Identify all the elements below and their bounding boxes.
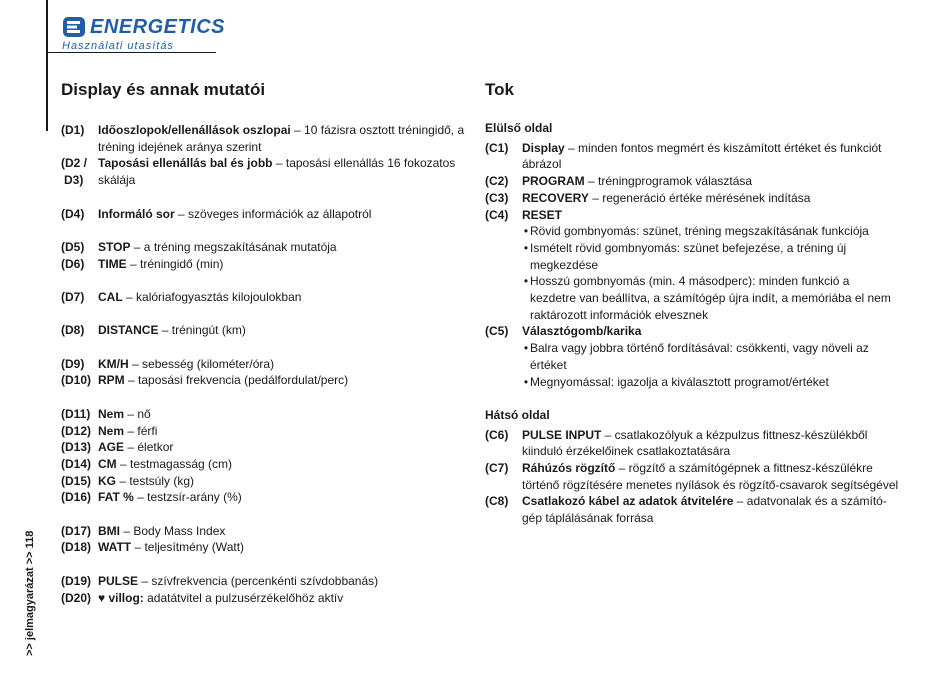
item-name: CM: [98, 456, 117, 471]
item-desc-cont: skálája: [98, 173, 136, 188]
case-item-c6: [485, 427, 905, 460]
item-code: (D12): [61, 423, 92, 438]
item-code: (D9): [61, 356, 85, 371]
legend-item-d15: [61, 473, 466, 490]
case-item-c4: [485, 207, 905, 324]
item-code: (D17): [61, 523, 92, 538]
item-code-cont: D3): [64, 173, 84, 188]
item-name: Taposási ellenállás bal és jobb: [98, 156, 273, 171]
item-name: Nem: [98, 406, 125, 421]
legend-item-d16: [61, 489, 466, 506]
legend-item-d6: [61, 256, 466, 273]
item-name: WATT: [98, 540, 132, 555]
legend-item-d14: [61, 456, 466, 473]
item-name: KG: [98, 473, 116, 488]
bullet-text-cont: kezdetre van beállítva, a számítógép újra indít, a memóriába el nem: [530, 291, 891, 306]
item-desc: – tréningidő (min): [126, 256, 224, 271]
item-code: (C2): [485, 174, 509, 189]
item-desc: – életkor: [124, 440, 174, 455]
item-name: BMI: [98, 523, 120, 538]
item-code: (D18): [61, 540, 92, 555]
bullet-item: • Rövid gombnyomás: szünet, tréning megszakításának funkciója: [523, 224, 869, 239]
item-name: Nem: [98, 423, 125, 438]
item-desc: – rögzítő a számítógépnek a fittnesz-készülékre: [615, 461, 873, 476]
legend-item-d7: [61, 289, 466, 306]
item-desc: – szöveges információk az állapotról: [174, 206, 372, 221]
back-side-heading: Hátsó oldal: [485, 407, 550, 422]
item-name: Informáló sor: [98, 206, 175, 221]
display-section-title: Display és annak mutatói: [61, 80, 266, 99]
legend-item-d8: [61, 322, 466, 339]
case-item-c5: [485, 323, 905, 390]
item-code: (D5): [61, 239, 85, 254]
item-name: RESET: [522, 207, 563, 222]
item-code: (D2 /: [61, 156, 88, 171]
item-code: (C5): [485, 324, 509, 339]
item-code: (D20): [61, 590, 92, 605]
item-desc: adatátvitel a pulzusérzékelőhöz aktív: [143, 590, 344, 605]
front-side-heading: Elülső oldal: [485, 121, 553, 135]
legend-item-d1: [61, 122, 466, 155]
item-desc: – 10 fázisra osztott tréningidő, a: [290, 123, 465, 137]
display-legend-list: [61, 122, 466, 606]
case-item-c3: [485, 190, 905, 207]
item-desc: – teljesítmény (Watt): [131, 540, 245, 555]
item-desc: – adatvonalak és a számító-: [733, 494, 887, 509]
item-code: (D11): [61, 406, 91, 421]
item-code: (D10): [61, 373, 92, 388]
brand-name: ENERGETICS: [90, 15, 226, 38]
legend-item-d20: [61, 590, 466, 607]
bullet-text: Ismételt rövid gombnyomás: szünet befejezése, a tréning új: [530, 240, 847, 255]
legend-item-d4: [61, 206, 466, 223]
bullet-text: Megnyomással: igazolja a kiválasztott programot/értéket: [530, 374, 829, 389]
legend-item-d13: [61, 439, 466, 456]
legend-item-d12: [61, 423, 466, 440]
item-name: KM/H: [98, 356, 129, 371]
item-desc: – a tréning megszakításának mutatója: [130, 239, 337, 254]
item-desc: – testmagasság (cm): [116, 456, 233, 471]
item-desc: – regeneráció értéke mérésének indítása: [588, 190, 811, 205]
item-name: RPM: [98, 373, 125, 388]
bullet-item: • Ismételt rövid gombnyomás: szünet befejezése, a tréning új megkezdése: [523, 240, 847, 272]
item-code: (C3): [485, 190, 509, 205]
case-legend-list: [485, 120, 905, 527]
case-item-c8: [485, 493, 905, 526]
item-code: (C1): [485, 140, 509, 155]
item-desc: – minden fontos megmért és kiszámított értéket és funkciót: [564, 140, 882, 155]
item-name: Display: [522, 140, 565, 155]
bullet-text: Hosszú gombnyomás (min. 4 másodperc): minden funkció a: [530, 274, 850, 289]
item-code: (D7): [61, 289, 85, 304]
item-name: DISTANCE: [98, 323, 159, 338]
legend-item-d18: [61, 539, 466, 556]
item-desc: – taposási ellenállás 16 fokozatos: [272, 156, 456, 171]
bullet-text-cont: raktározott információk elvesznek: [530, 307, 709, 322]
item-desc: – férfi: [124, 423, 158, 438]
item-code: (D19): [61, 573, 92, 588]
case-section-title: Tok: [485, 80, 514, 99]
item-desc: – testsúly (kg): [116, 473, 195, 488]
item-desc: – nő: [124, 406, 151, 421]
legend-item-d19: [61, 573, 466, 590]
item-code: (D8): [61, 323, 85, 338]
item-desc: – kalóriafogyasztás kilojoulokban: [122, 289, 302, 304]
left-rule: [46, 0, 48, 131]
item-name: CAL: [98, 289, 123, 304]
item-code: (C4): [485, 207, 509, 222]
item-code: (C8): [485, 494, 509, 509]
item-desc: – szívfrekvencia (percenkénti szívdobbanás): [138, 573, 379, 588]
bullet-text-cont: értéket: [530, 357, 567, 372]
item-name: PULSE: [98, 573, 139, 588]
side-page-label: >> jelmagyarázat >> 118: [24, 530, 36, 656]
item-desc: – testzsír-arány (%): [133, 490, 242, 505]
bullet-text: Rövid gombnyomás: szünet, tréning megszakításának funkciója: [530, 224, 869, 239]
header-rule: [46, 52, 216, 53]
item-desc: – csatlakozólyuk a kézpulzus fittnesz-készülékből: [601, 427, 868, 442]
bullet-text: Balra vagy jobbra történő fordításával: csökkenti, vagy növeli az: [530, 341, 869, 356]
item-name: Időoszlopok/ellenállások oszlopai: [98, 123, 291, 137]
energetics-logo-icon: [62, 16, 86, 38]
item-code: (D1): [61, 123, 85, 137]
item-name: TIME: [98, 256, 127, 271]
item-desc: – tréningút (km): [158, 323, 246, 338]
item-desc-cont: történő rögzítésére menetes nyílások és rögzítő-csavarok segítségével: [522, 477, 899, 492]
manual-subtitle: Használati utasítás: [62, 40, 174, 52]
item-desc-cont: kiinduló érzékelőinek csatlakoztatására: [522, 444, 731, 459]
case-item-c7: [485, 460, 905, 493]
item-name: Csatlakozó kábel az adatok átvitelére: [522, 494, 734, 509]
legend-item-d11: [61, 406, 466, 423]
item-desc: – Body Mass Index: [120, 523, 226, 538]
item-name: PROGRAM: [522, 174, 585, 189]
item-name: STOP: [98, 239, 131, 254]
item-desc: – sebesség (kilométer/óra): [128, 356, 275, 371]
bullet-text-cont: megkezdése: [530, 257, 599, 272]
item-name: AGE: [98, 440, 125, 455]
case-item-c1: [485, 140, 905, 173]
item-desc-cont: tréning idejének aránya szerint: [98, 139, 262, 154]
item-name: Ráhúzós rögzítő: [522, 461, 616, 476]
case-item-c2: [485, 173, 905, 190]
item-desc-cont: gép táplálásának forrása: [522, 511, 654, 526]
item-code: (D4): [61, 206, 85, 221]
item-code: (D6): [61, 256, 85, 271]
item-desc: – taposási frekvencia (pedálfordulat/perc): [124, 373, 349, 388]
legend-item-d17: [61, 523, 466, 540]
bullet-item: • Hosszú gombnyomás (min. 4 másodperc): minden funkció a kezdetre van beállítva, a számítógép újra indít, a memóriába el nem raktározott információk elvesznek: [523, 274, 891, 322]
item-code: (D15): [61, 473, 92, 488]
item-name: RECOVERY: [522, 190, 589, 205]
item-code: (C6): [485, 427, 509, 442]
legend-item-d5: [61, 239, 466, 256]
item-name: PULSE INPUT: [522, 427, 602, 442]
bullet-item: • Megnyomással: igazolja a kiválasztott programot/értéket: [523, 374, 829, 389]
item-code: (D16): [61, 490, 92, 505]
item-name: Választógomb/karika: [522, 324, 642, 339]
item-name: ♥ villog:: [98, 590, 144, 605]
item-desc: – tréningprogramok választása: [584, 174, 753, 189]
brand-logo: [62, 15, 225, 39]
item-code: (D13): [61, 440, 92, 455]
item-code: (D14): [61, 456, 92, 471]
legend-item-d9: [61, 356, 466, 373]
item-code: (C7): [485, 461, 509, 476]
item-name: FAT %: [98, 490, 134, 505]
legend-item-d10: [61, 372, 466, 389]
legend-item-d2-d3: [61, 155, 466, 188]
bullet-item: • Balra vagy jobbra történő fordításával: csökkenti, vagy növeli az értéket: [523, 341, 869, 372]
item-desc-cont: ábrázol: [522, 157, 562, 172]
